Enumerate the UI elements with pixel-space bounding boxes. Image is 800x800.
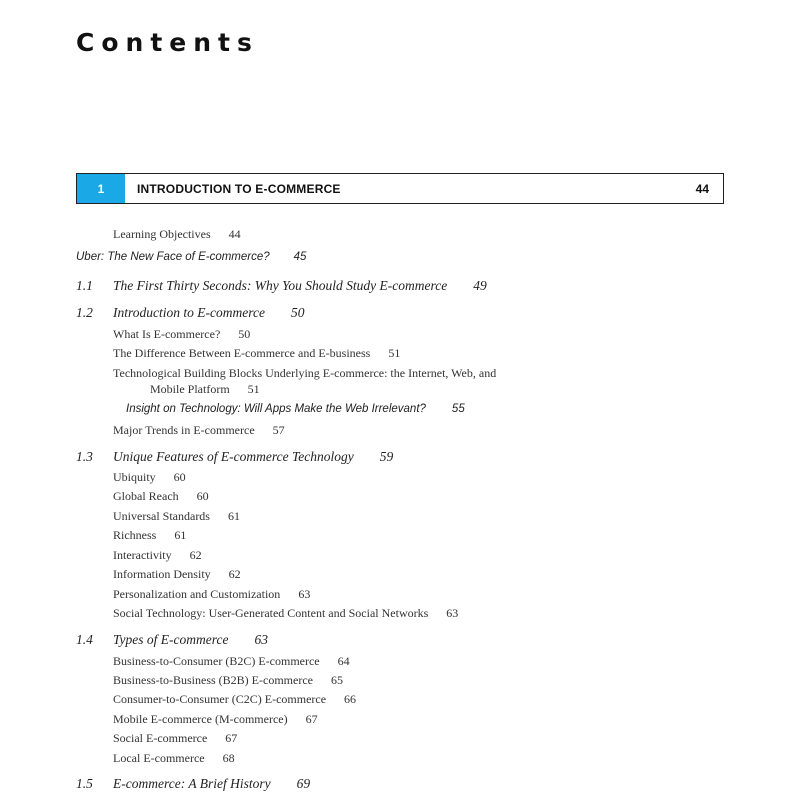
entry-text: Learning Objectives	[113, 227, 211, 241]
entry-page: 63	[298, 587, 311, 601]
section-title: Unique Features of E-commerce Technology	[113, 449, 354, 464]
entry-page: 64	[337, 654, 350, 668]
entry-page: 50	[238, 327, 251, 341]
section-title: The First Thirty Seconds: Why You Should Study E-commerce	[113, 278, 448, 293]
toc-entry[interactable]	[113, 548, 202, 563]
entry-page: 62	[228, 567, 241, 581]
entry-text: Social E-commerce	[113, 731, 208, 745]
entry-page: 60	[196, 489, 209, 503]
entry-text: Insight on Technology: Will Apps Make the Web Irrelevant?	[126, 403, 426, 415]
toc-entry-building-blocks-cont[interactable]	[150, 382, 260, 397]
section-number: 1.5	[76, 776, 93, 791]
section-page: 59	[379, 449, 394, 464]
entry-page: 61	[174, 528, 187, 542]
entry-text: Business-to-Consumer (B2C) E-commerce	[113, 654, 320, 668]
toc-entry-learning-objectives[interactable]	[113, 227, 241, 242]
entry-text: Mobile E-commerce (M-commerce)	[113, 712, 288, 726]
entry-page: 51	[388, 346, 401, 360]
toc-entry[interactable]	[113, 346, 400, 361]
section-1-1[interactable]	[113, 278, 487, 294]
toc-entry[interactable]	[113, 423, 285, 438]
entry-text: Business-to-Business (B2B) E-commerce	[113, 673, 313, 687]
section-page: 49	[473, 278, 487, 293]
toc-entry[interactable]	[113, 509, 240, 524]
toc-entry-insight[interactable]	[126, 403, 465, 415]
chapter-title: INTRODUCTION TO E-COMMERCE	[137, 181, 341, 196]
section-1-3[interactable]	[113, 449, 393, 465]
entry-text: Richness	[113, 528, 157, 542]
entry-page: 44	[228, 227, 241, 241]
entry-page: 55	[451, 403, 465, 415]
toc-entry[interactable]	[113, 567, 241, 582]
toc-entry[interactable]	[113, 654, 350, 669]
entry-page: 51	[247, 382, 260, 396]
chapter-number: 1	[77, 174, 125, 203]
entry-page: 68	[222, 751, 235, 765]
section-1-4[interactable]	[113, 632, 268, 648]
section-page: 63	[254, 632, 268, 647]
page-title: Contents	[76, 28, 259, 57]
toc-entry[interactable]	[113, 731, 237, 746]
entry-page: 67	[305, 712, 318, 726]
section-number: 1.1	[76, 278, 93, 293]
entry-page: 65	[330, 673, 343, 687]
section-title: Types of E-commerce	[113, 632, 229, 647]
section-page: 69	[296, 776, 311, 791]
toc-entry[interactable]	[113, 692, 356, 707]
toc-entry[interactable]	[113, 751, 235, 766]
entry-text: Social Technology: User-Generated Content and Social Networks	[113, 606, 429, 620]
chapter-header[interactable]	[76, 173, 724, 204]
entry-text: Mobile Platform	[150, 382, 230, 396]
entry-page: 66	[344, 692, 357, 706]
entry-page: 62	[189, 548, 202, 562]
entry-text: Uber: The New Face of E-commerce?	[76, 251, 270, 263]
toc-entry[interactable]	[113, 489, 209, 504]
toc-entry[interactable]	[113, 327, 250, 342]
entry-text: Universal Standards	[113, 509, 210, 523]
section-title: Introduction to E-commerce	[113, 305, 265, 320]
section-1-5[interactable]	[113, 776, 310, 792]
entry-text: Major Trends in E-commerce	[113, 423, 255, 437]
section-number: 1.3	[76, 449, 93, 464]
section-1-2[interactable]	[113, 305, 304, 321]
entry-text: Personalization and Customization	[113, 587, 281, 601]
entry-page: 60	[173, 470, 186, 484]
toc-entry[interactable]	[113, 606, 458, 621]
toc-entry-opening-case[interactable]	[76, 251, 306, 263]
entry-text: Interactivity	[113, 548, 172, 562]
chapter-page: 44	[695, 181, 709, 196]
entry-text: Global Reach	[113, 489, 179, 503]
section-number: 1.4	[76, 632, 93, 647]
entry-text: Consumer-to-Consumer (C2C) E-commerce	[113, 692, 327, 706]
entry-page: 45	[293, 251, 307, 263]
section-page: 50	[290, 305, 305, 320]
toc-entry-building-blocks[interactable]	[113, 366, 496, 381]
toc-entry[interactable]	[113, 587, 310, 602]
entry-text: The Difference Between E-commerce and E-business	[113, 346, 371, 360]
section-title: E-commerce: A Brief History	[113, 776, 271, 791]
entry-text: What Is E-commerce?	[113, 327, 221, 341]
section-number: 1.2	[76, 305, 93, 320]
toc-entry[interactable]	[113, 673, 343, 688]
toc-entry[interactable]	[113, 528, 186, 543]
entry-text: Ubiquity	[113, 470, 156, 484]
entry-page: 63	[446, 606, 459, 620]
entry-text: Technological Building Blocks Underlying E-commerce: the Internet, Web, and	[113, 366, 497, 380]
entry-page: 67	[225, 731, 238, 745]
toc-entry[interactable]	[113, 470, 186, 485]
entry-page: 57	[272, 423, 285, 437]
toc-entry[interactable]	[113, 712, 318, 727]
entry-text: Local E-commerce	[113, 751, 205, 765]
entry-page: 61	[227, 509, 240, 523]
entry-text: Information Density	[113, 567, 211, 581]
